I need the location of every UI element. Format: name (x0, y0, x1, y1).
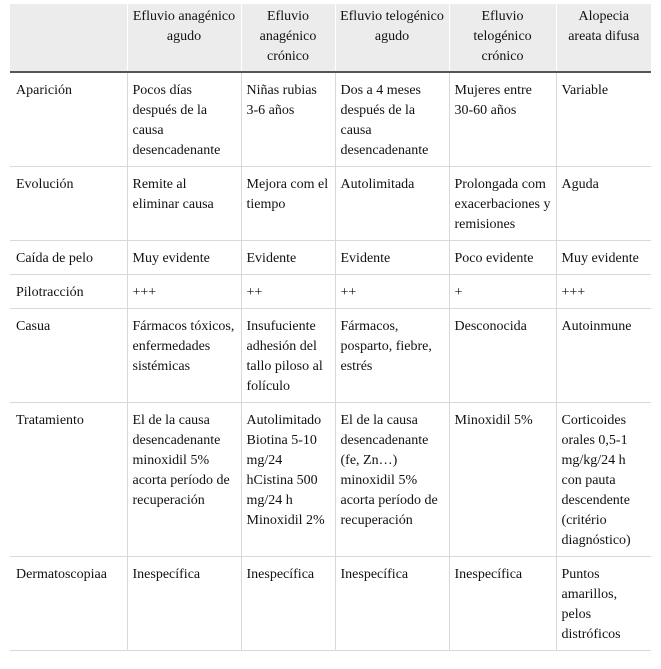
table-cell: Corticoides orales 0,5-1 mg/kg/24 h con pauta descendente (critério diagnóstico) (556, 403, 651, 557)
row-label: Casua (10, 309, 127, 403)
table-cell: Inespecífica (335, 557, 449, 651)
table-cell: Evidente (241, 241, 335, 275)
table-cell: Variable (556, 72, 651, 167)
header-efluvio-telogenico-cronico: Efluvio telogénico crónico (449, 4, 556, 72)
header-cell-blank (10, 4, 127, 72)
table-cell: ++ (335, 275, 449, 309)
table-cell: Fármacos tóxicos, enfermedades sistémicas (127, 309, 241, 403)
header-efluvio-anagenico-agudo: Efluvio anagénico agudo (127, 4, 241, 72)
table-cell: Poco evidente (449, 241, 556, 275)
table-cell: Desconocida (449, 309, 556, 403)
table-cell: Muy evidente (556, 241, 651, 275)
table-cell: Mejora com el tiempo (241, 167, 335, 241)
table-cell: Prolongada com exacerbaciones y remisiones (449, 167, 556, 241)
row-dermatoscopia (10, 557, 651, 651)
table-cell: Dos a 4 meses después de la causa desencadenante (335, 72, 449, 167)
table-cell: Pocos días después de la causa desencadenante (127, 72, 241, 167)
table-cell: Autolimitada (335, 167, 449, 241)
row-label: Aparición (10, 72, 127, 167)
header-efluvio-telogenico-agudo: Efluvio telogénico agudo (335, 4, 449, 72)
header-efluvio-anagenico-cronico: Efluvio anagénico crónico (241, 4, 335, 72)
header-row (10, 4, 651, 72)
table-cell: Muy evidente (127, 241, 241, 275)
row-tratamiento (10, 403, 651, 557)
table-cell: Insufuciente adhesión del tallo piloso al folículo (241, 309, 335, 403)
table-cell: Fármacos, posparto, fiebre, estrés (335, 309, 449, 403)
row-label: Dermatoscopiaa (10, 557, 127, 651)
row-label: Caída de pelo (10, 241, 127, 275)
table-cell: +++ (127, 275, 241, 309)
table-cell: Niñas rubias 3-6 años (241, 72, 335, 167)
table-cell: Autoinmune (556, 309, 651, 403)
table-cell: El de la causa desencadenante (fe, Zn…) minoxidil 5% acorta período de recuperación (335, 403, 449, 557)
table-cell: Mujeres entre 30-60 años (449, 72, 556, 167)
row-caida-de-pelo (10, 241, 651, 275)
table-cell: Remite al eliminar causa (127, 167, 241, 241)
table-cell: ++ (241, 275, 335, 309)
header-alopecia-areata-difusa: Alopecia areata difusa (556, 4, 651, 72)
table-cell: El de la causa desencadenante minoxidil 5% acorta período de recuperación (127, 403, 241, 557)
table-cell: + (449, 275, 556, 309)
table-cell: Inespecífica (449, 557, 556, 651)
row-aparicion (10, 72, 651, 167)
table-cell: Aguda (556, 167, 651, 241)
table-cell: Inespecífica (241, 557, 335, 651)
comparison-table (10, 4, 651, 651)
table-cell: Evidente (335, 241, 449, 275)
table-cell: Puntos amarillos, pelos distróficos (556, 557, 651, 651)
row-casua (10, 309, 651, 403)
row-label: Tratamiento (10, 403, 127, 557)
table-cell: Inespecífica (127, 557, 241, 651)
table-cell: Minoxidil 5% (449, 403, 556, 557)
table-cell: +++ (556, 275, 651, 309)
row-label: Pilotracción (10, 275, 127, 309)
row-pilotraccion (10, 275, 651, 309)
table-cell: Autolimitado Biotina 5-10 mg/24 hCistina 500 mg/24 h Minoxidil 2% (241, 403, 335, 557)
row-evolucion (10, 167, 651, 241)
row-label: Evolución (10, 167, 127, 241)
